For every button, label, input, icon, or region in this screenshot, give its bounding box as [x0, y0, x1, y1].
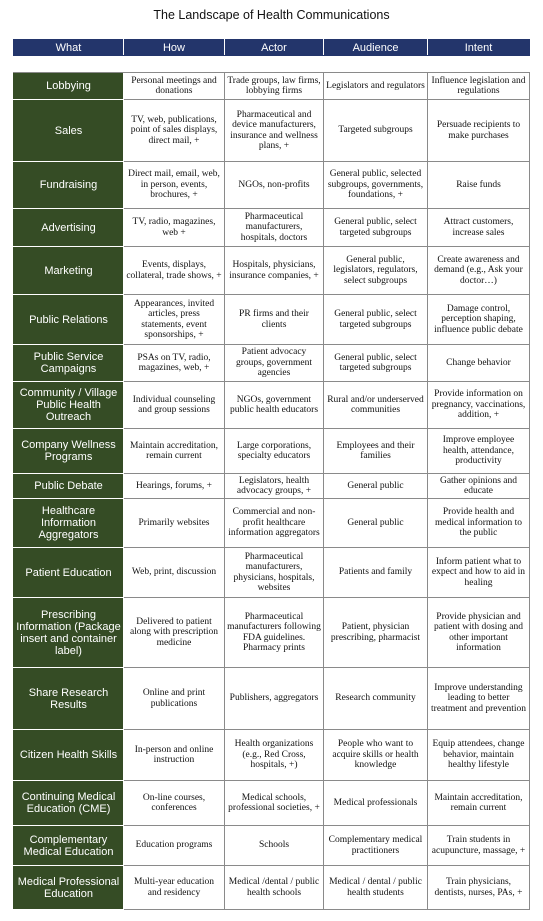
- intent-cell: Raise funds: [428, 162, 530, 209]
- what-cell: Public Relations: [14, 295, 124, 345]
- what-cell: Complementary Medical Education: [14, 826, 124, 866]
- header-actor: Actor: [225, 40, 324, 56]
- how-cell: TV, radio, magazines, web +: [124, 209, 225, 247]
- what-cell: Citizen Health Skills: [14, 730, 124, 781]
- header-spacer: [14, 56, 530, 73]
- how-cell: On-line courses, conferences: [124, 781, 225, 826]
- audience-cell: General public: [324, 499, 428, 548]
- how-cell: In-person and online instruction: [124, 730, 225, 781]
- table-row-company-wellness: [14, 429, 530, 474]
- how-cell: PSAs on TV, radio, magazines, web, +: [124, 345, 225, 382]
- audience-cell: General public, legislators, regulators, select subgroups: [324, 247, 428, 295]
- actor-cell: NGOs, non-profits: [225, 162, 324, 209]
- audience-cell: General public, selected subgroups, governments, foundations, +: [324, 162, 428, 209]
- intent-cell: Maintain accreditation, remain current: [428, 781, 530, 826]
- how-cell: Events, displays, collateral, trade shows, +: [124, 247, 225, 295]
- actor-cell: Schools: [225, 826, 324, 866]
- table-row-patient-education: [14, 548, 530, 598]
- table-row-complementary-education: [14, 826, 530, 866]
- actor-cell: Medical /dental / public health schools: [225, 866, 324, 910]
- intent-cell: Improve understanding leading to better treatment and prevention: [428, 668, 530, 730]
- what-cell: Fundraising: [14, 162, 124, 209]
- actor-cell: Medical schools, professional societies, +: [225, 781, 324, 826]
- audience-cell: Research community: [324, 668, 428, 730]
- table-row-advertising: [14, 209, 530, 247]
- spacer-cell: [14, 56, 530, 73]
- how-cell: Online and print publications: [124, 668, 225, 730]
- table-row-cme: [14, 781, 530, 826]
- table-row-public-service-campaigns: [14, 345, 530, 382]
- table-row-fundraising: [14, 162, 530, 209]
- what-cell: Advertising: [14, 209, 124, 247]
- actor-cell: Pharmaceutical manufacturers, hospitals, doctors: [225, 209, 324, 247]
- actor-cell: Legislators, health advocacy groups, +: [225, 474, 324, 499]
- audience-cell: General public, select targeted subgroups: [324, 295, 428, 345]
- how-cell: Direct mail, email, web, in person, events, brochures, +: [124, 162, 225, 209]
- intent-cell: Gather opinions and educate: [428, 474, 530, 499]
- actor-cell: Hospitals, physicians, insurance companies, +: [225, 247, 324, 295]
- table-row-sales: [14, 100, 530, 162]
- table-row-prescribing-information: [14, 598, 530, 668]
- intent-cell: Inform patient what to expect and how to aid in healing: [428, 548, 530, 598]
- audience-cell: Employees and their families: [324, 429, 428, 474]
- how-cell: Web, print, discussion: [124, 548, 225, 598]
- audience-cell: Medical / dental / public health students: [324, 866, 428, 910]
- how-cell: Education programs: [124, 826, 225, 866]
- actor-cell: Health organizations (e.g., Red Cross, hospitals, +): [225, 730, 324, 781]
- what-cell: Sales: [14, 100, 124, 162]
- how-cell: TV, web, publications, point of sales displays, direct mail, +: [124, 100, 225, 162]
- audience-cell: Medical professionals: [324, 781, 428, 826]
- what-cell: Company Wellness Programs: [14, 429, 124, 474]
- what-cell: Prescribing Information (Package insert and container label): [14, 598, 124, 668]
- header-row: [14, 40, 530, 56]
- how-cell: Multi-year education and residency: [124, 866, 225, 910]
- how-cell: Personal meetings and donations: [124, 73, 225, 100]
- header-how: How: [124, 40, 225, 56]
- actor-cell: Large corporations, specialty educators: [225, 429, 324, 474]
- audience-cell: General public, select targeted subgroups: [324, 209, 428, 247]
- actor-cell: Commercial and non-profit healthcare information aggregators: [225, 499, 324, 548]
- health-communications-table: [13, 39, 530, 910]
- intent-cell: Damage control, perception shaping, influence public debate: [428, 295, 530, 345]
- how-cell: Delivered to patient along with prescription medicine: [124, 598, 225, 668]
- actor-cell: Pharmaceutical manufacturers following FDA guidelines. Pharmacy prints: [225, 598, 324, 668]
- intent-cell: Provide health and medical information to the public: [428, 499, 530, 548]
- intent-cell: Improve employee health, attendance, productivity: [428, 429, 530, 474]
- how-cell: Hearings, forums, +: [124, 474, 225, 499]
- what-cell: Marketing: [14, 247, 124, 295]
- table-row-community-outreach: [14, 382, 530, 429]
- actor-cell: PR firms and their clients: [225, 295, 324, 345]
- actor-cell: Publishers, aggregators: [225, 668, 324, 730]
- what-cell: Healthcare Information Aggregators: [14, 499, 124, 548]
- audience-cell: Patients and family: [324, 548, 428, 598]
- table-row-marketing: [14, 247, 530, 295]
- actor-cell: NGOs, government public health educators: [225, 382, 324, 429]
- what-cell: Community / Village Public Health Outreach: [14, 382, 124, 429]
- intent-cell: Train physicians, dentists, nurses, PAs, +: [428, 866, 530, 910]
- actor-cell: Patient advocacy groups, government agencies: [225, 345, 324, 382]
- audience-cell: General public, select targeted subgroups: [324, 345, 428, 382]
- audience-cell: People who want to acquire skills or health knowledge: [324, 730, 428, 781]
- what-cell: Medical Professional Education: [14, 866, 124, 910]
- audience-cell: General public: [324, 474, 428, 499]
- what-cell: Share Research Results: [14, 668, 124, 730]
- table-row-lobbying: [14, 73, 530, 100]
- header-what: What: [14, 40, 124, 56]
- table-row-citizen-health-skills: [14, 730, 530, 781]
- table-row-public-debate: [14, 474, 530, 499]
- what-cell: Patient Education: [14, 548, 124, 598]
- intent-cell: Change behavior: [428, 345, 530, 382]
- table-row-professional-education: [14, 866, 530, 910]
- what-cell: Public Service Campaigns: [14, 345, 124, 382]
- audience-cell: Rural and/or underserved communities: [324, 382, 428, 429]
- header-intent: Intent: [428, 40, 530, 56]
- intent-cell: Provide information on pregnancy, vaccinations, addition, +: [428, 382, 530, 429]
- what-cell: Public Debate: [14, 474, 124, 499]
- intent-cell: Influence legislation and regulations: [428, 73, 530, 100]
- table-row-share-research: [14, 668, 530, 730]
- what-cell: Continuing Medical Education (CME): [14, 781, 124, 826]
- intent-cell: Persuade recipients to make purchases: [428, 100, 530, 162]
- how-cell: Appearances, invited articles, press statements, event sponsorships, +: [124, 295, 225, 345]
- actor-cell: Pharmaceutical and device manufacturers, insurance and wellness plans, +: [225, 100, 324, 162]
- intent-cell: Equip attendees, change behavior, maintain healthy lifestyle: [428, 730, 530, 781]
- intent-cell: Provide physician and patient with dosing and other important information: [428, 598, 530, 668]
- actor-cell: Trade groups, law firms, lobbying firms: [225, 73, 324, 100]
- how-cell: Maintain accreditation, remain current: [124, 429, 225, 474]
- audience-cell: Legislators and regulators: [324, 73, 428, 100]
- header-audience: Audience: [324, 40, 428, 56]
- what-cell: Lobbying: [14, 73, 124, 100]
- audience-cell: Targeted subgroups: [324, 100, 428, 162]
- audience-cell: Complementary medical practitioners: [324, 826, 428, 866]
- intent-cell: Attract customers, increase sales: [428, 209, 530, 247]
- page-title: The Landscape of Health Communications: [153, 8, 390, 22]
- intent-cell: Train students in acupuncture, massage, +: [428, 826, 530, 866]
- how-cell: Primarily websites: [124, 499, 225, 548]
- table-row-info-aggregators: [14, 499, 530, 548]
- actor-cell: Pharmaceutical manufacturers, physicians, hospitals, websites: [225, 548, 324, 598]
- intent-cell: Create awareness and demand (e.g., Ask your doctor…): [428, 247, 530, 295]
- audience-cell: Patient, physician prescribing, pharmacist: [324, 598, 428, 668]
- how-cell: Individual counseling and group sessions: [124, 382, 225, 429]
- table-row-public-relations: [14, 295, 530, 345]
